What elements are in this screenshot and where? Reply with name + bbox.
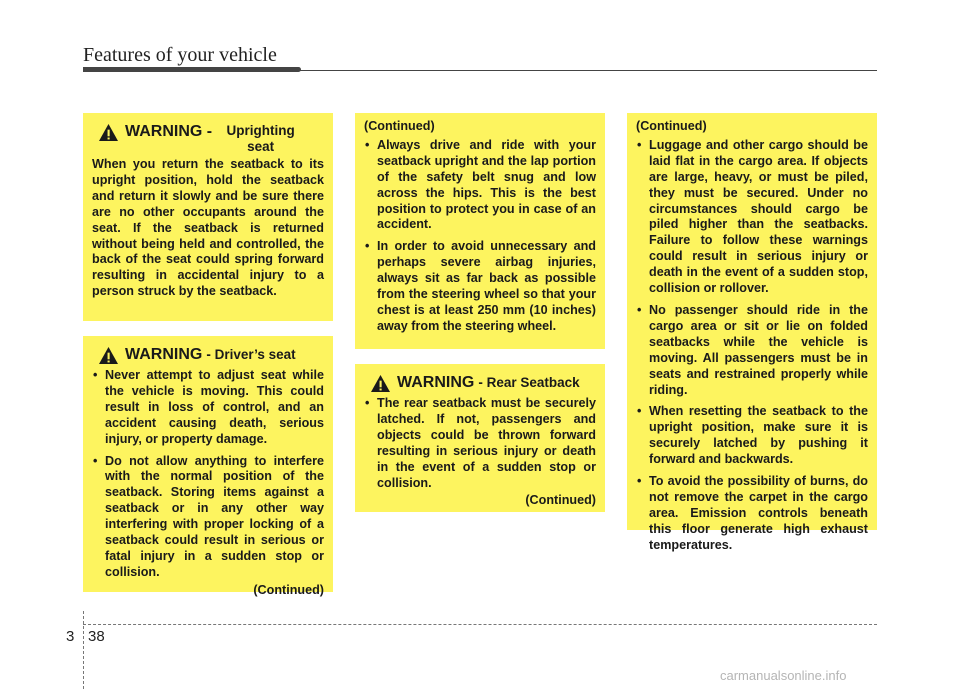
warning-bullet-list: [636, 138, 868, 554]
list-item: • In order to avoid unnecessary and perhaps severe airbag injuries, always sit as far back as possible from the steering wheel so that your chest is at least 250 mm (10 inches) away from the steering wheel.: [364, 239, 596, 334]
list-item: • No passenger should ride in the cargo area or sit or lie on folded seatbacks while the vehicle is moving. All passengers must be in seats and restrained properly while riding.: [636, 303, 868, 398]
warning-heading: [364, 374, 596, 393]
list-item: • To avoid the possibility of burns, do not remove the carpet in the cargo area. Emission controls beneath this floor generate high exhaust temperatures.: [636, 474, 868, 554]
warning-label: WARNING: [397, 374, 475, 391]
continued-note: (Continued): [364, 119, 435, 133]
warning-box-rear-seatback: [355, 364, 605, 512]
list-item: • When resetting the seatback to the upright position, make sure it is securely latched by pushing it forward and backwards.: [636, 404, 868, 468]
list-item: • Luggage and other cargo should be laid flat in the cargo area. If objects are large, heavy, or must be piled, they must be secured. Under no circumstances should cargo be piled higher than the seatbacks. Failure to follow these warnings could result in serious injury or death in the event of a sudden stop, collision or rollover.: [636, 138, 868, 297]
warning-text: When you return the seatback to its upright position, hold the seatback and return it slowly and be sure there are no other occupants around the seat. If the seatback is returned without being held and controlled, the back of the seat could spring forward resulting in accidental injury to a person struck by the seatback.: [92, 157, 324, 299]
chapter-number: 3: [66, 628, 75, 645]
list-item: • The rear seatback must be securely latched. If not, passengers and objects could be thrown forward resulting in serious injury or death in the event of a sudden stop or collision.: [364, 396, 596, 491]
continued-note: (Continued): [525, 493, 596, 508]
footer-rule: [83, 624, 877, 625]
list-item: • Never attempt to adjust seat while the vehicle is moving. This could result in loss of control, and an accident causing death, serious injury, or property damage.: [92, 368, 324, 448]
header-rule: [83, 70, 877, 71]
warning-label: WARNING: [125, 346, 203, 363]
page-header-title: Features of your vehicle: [83, 44, 277, 66]
warning-heading: [92, 123, 324, 155]
warning-box-continued: [355, 113, 605, 349]
warning-heading: [92, 346, 324, 365]
warning-subtitle: - Rear Seatback: [478, 375, 580, 390]
warning-bullet-list: [92, 368, 324, 581]
warning-triangle-icon: [370, 374, 391, 393]
continued-note: (Continued): [636, 119, 707, 133]
watermark: carmanualsonline.info: [720, 668, 847, 683]
warning-box-uprighting-seat: [83, 113, 333, 321]
warning-bullet-list: [364, 396, 596, 491]
warning-triangle-icon: [98, 123, 119, 142]
warning-label: WARNING -: [125, 123, 213, 140]
warning-subtitle: - Driver’s seat: [206, 347, 296, 362]
warning-box-cargo: [627, 113, 877, 552]
continued-note: (Continued): [253, 582, 324, 597]
list-item: • Do not allow anything to interfere with the normal position of the seatback. Storing items against a seatback or in any other way interfering with proper locking of a seatback could result in serious or fatal injury in a sudden stop or collision.: [92, 454, 324, 581]
warning-triangle-icon: [98, 346, 119, 365]
list-item: • Always drive and ride with your seatback upright and the lap portion of the safety belt snug and low across the hips. This is the best position to protect you in case of an accident.: [364, 138, 596, 233]
page-number: 38: [88, 628, 105, 645]
footer-divider: [83, 611, 84, 689]
warning-box-drivers-seat: [83, 336, 333, 597]
warning-subtitle: Uprighting seat: [226, 123, 295, 154]
warning-bullet-list: [364, 138, 596, 335]
